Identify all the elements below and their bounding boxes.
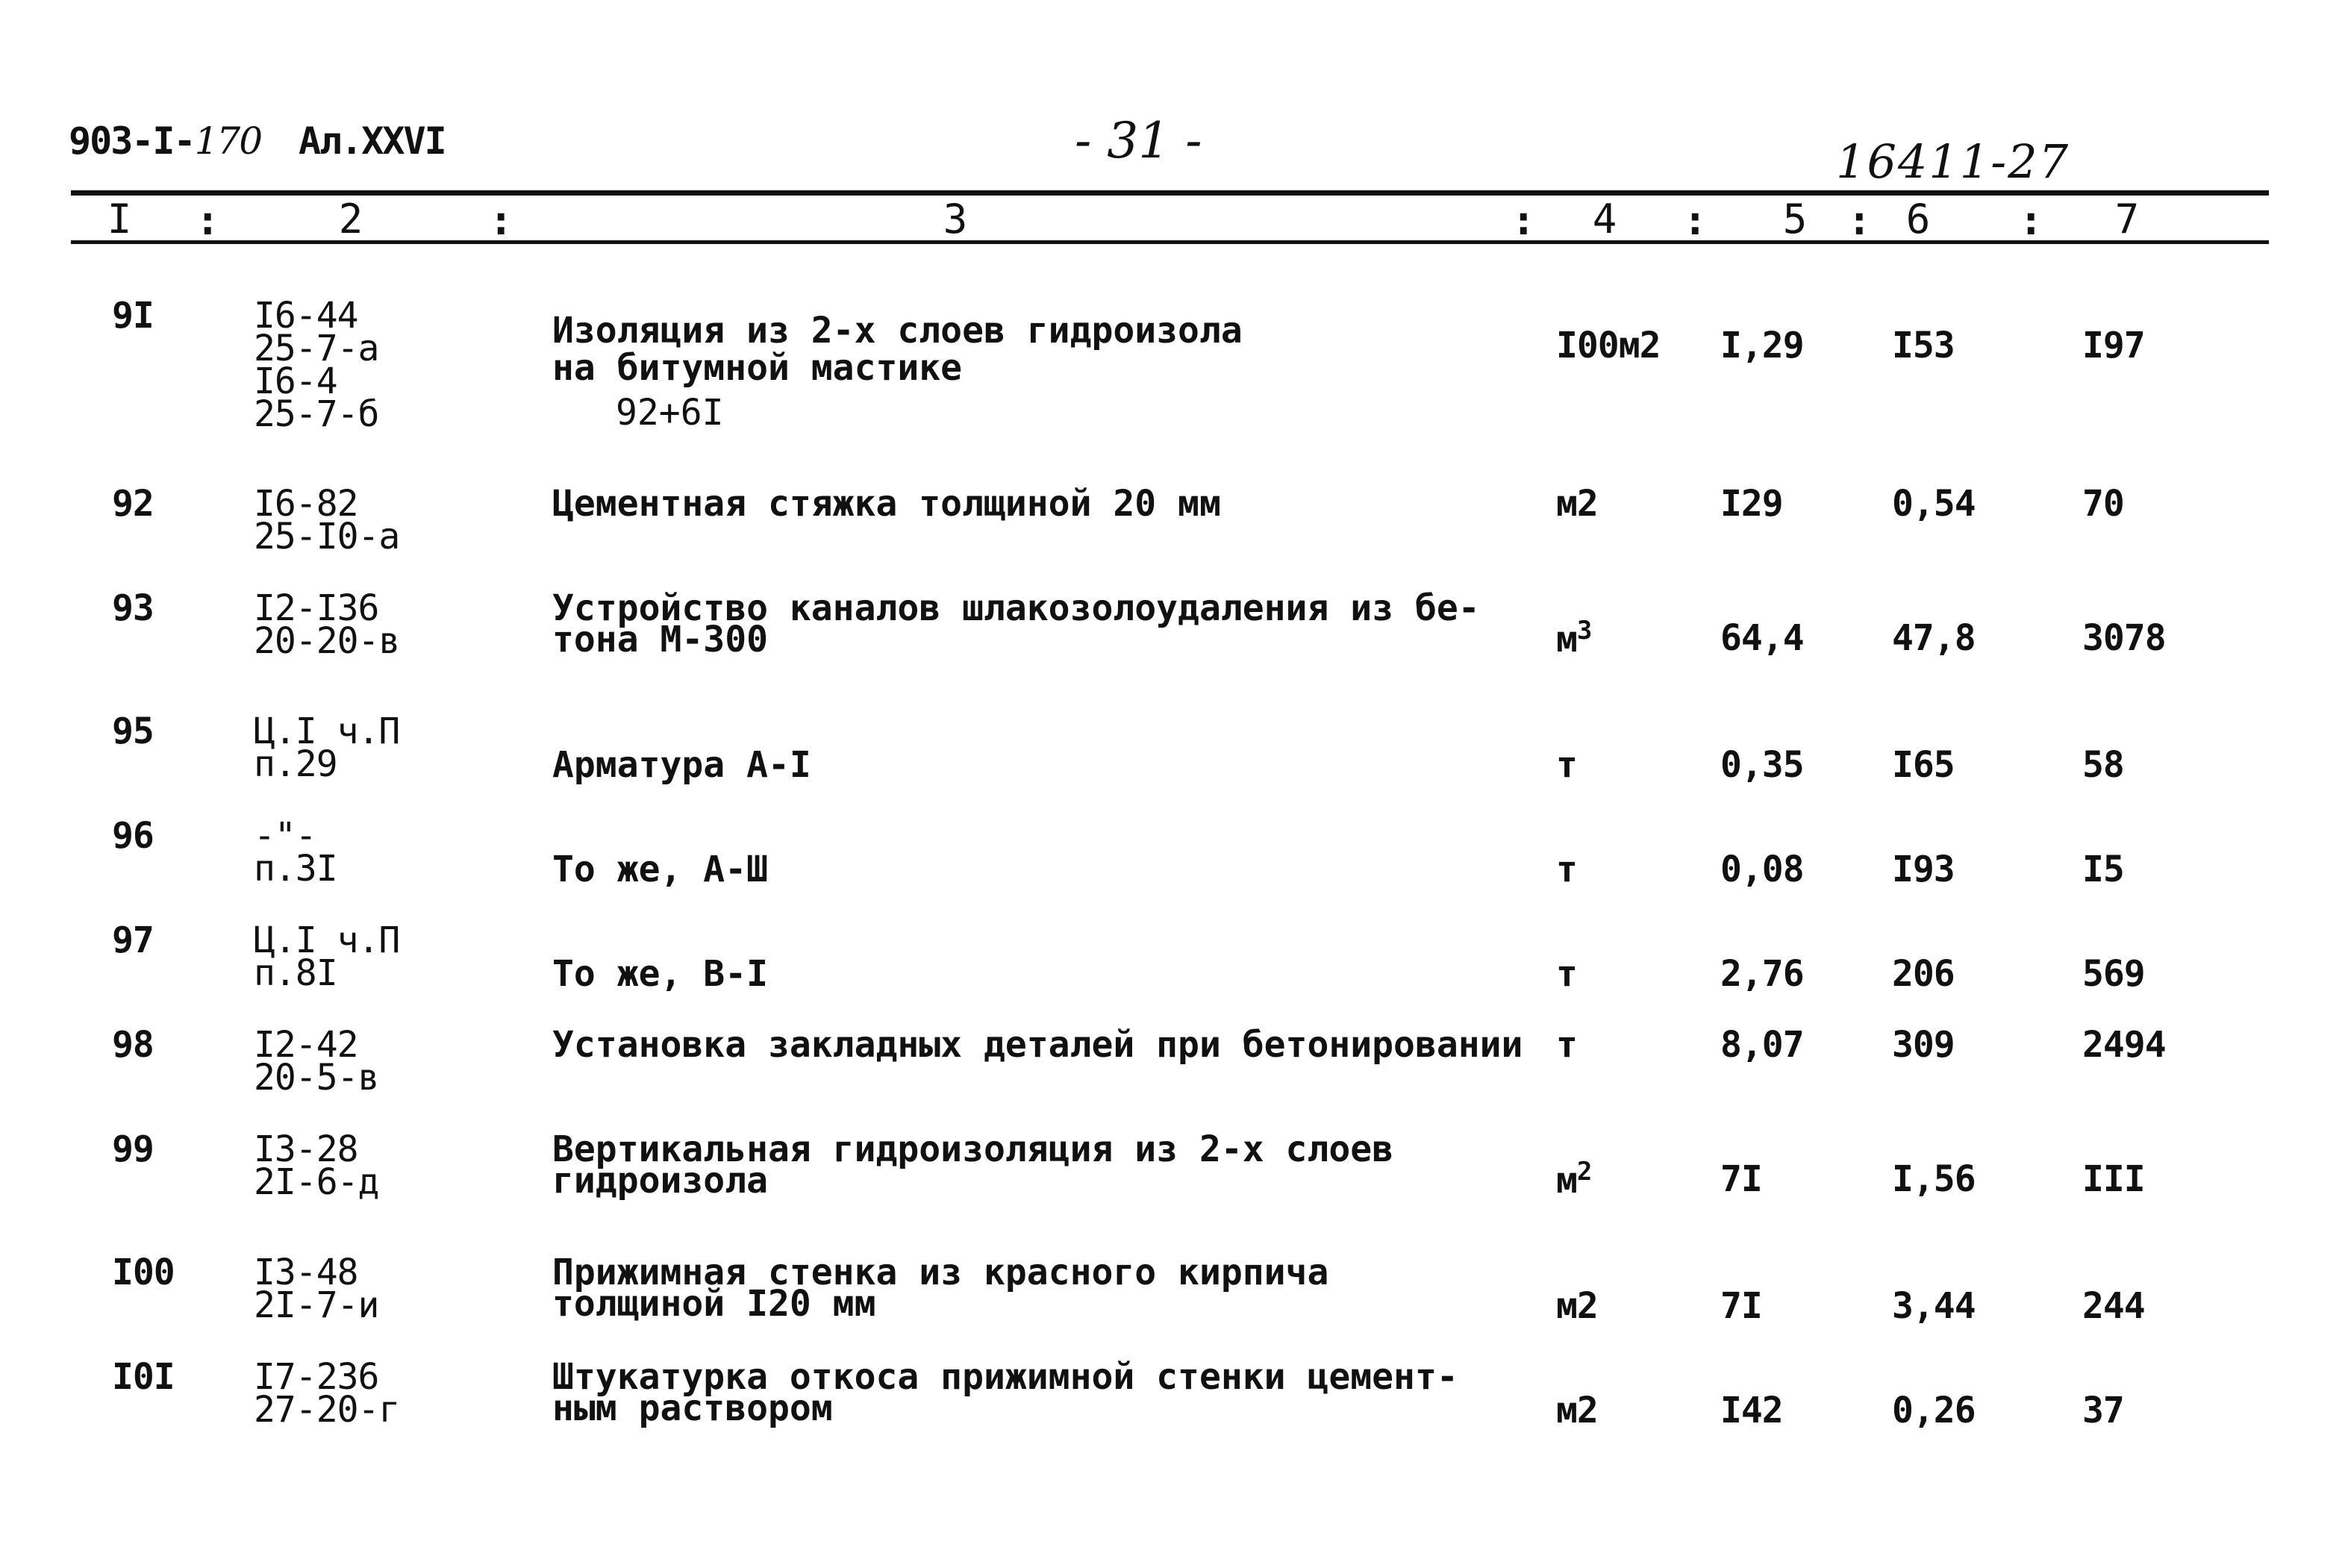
- row-codes: [254, 1024, 379, 1099]
- column-header-3: 3: [943, 196, 968, 243]
- column-separator: :: [489, 197, 513, 244]
- row-unit-price: 3,44: [1892, 1285, 1976, 1327]
- row-code: I3-48: [254, 1252, 358, 1293]
- row-description: [552, 1252, 1329, 1325]
- row-unit: м2: [1556, 1285, 1598, 1327]
- row-unit-price: I65: [1892, 744, 1955, 786]
- description-line: на битумной мастике: [552, 347, 963, 389]
- row-unit-price: 0,54: [1892, 483, 1976, 525]
- document-code-handwritten: 170: [194, 119, 262, 163]
- description-line: То же, А-Ш: [552, 849, 768, 890]
- row-codes: [254, 297, 378, 433]
- column-separator: :: [2019, 197, 2043, 244]
- row-quantity: 8,07: [1720, 1024, 1804, 1066]
- row-unit: I00м2: [1556, 325, 1661, 366]
- row-total: 2494: [2082, 1024, 2166, 1066]
- row-number: 9I: [112, 295, 154, 337]
- header-top-rule: [71, 190, 2269, 196]
- row-description: [552, 851, 768, 888]
- row-total: I5: [2082, 849, 2124, 890]
- column-header-1: I: [107, 196, 132, 243]
- description-line: То же, В-I: [552, 953, 768, 995]
- description-line: Арматура А-I: [552, 744, 811, 786]
- description-line: тона М-300: [552, 619, 768, 660]
- row-number: 96: [112, 815, 154, 857]
- row-unit: м2: [1556, 483, 1598, 525]
- row-codes: [254, 815, 337, 890]
- row-code: I3-28: [254, 1128, 358, 1170]
- row-quantity: 0,08: [1720, 849, 1804, 890]
- row-code: I2-I36: [254, 587, 379, 629]
- row-quantity: 2,76: [1720, 953, 1804, 995]
- row-code: 20-5-в: [254, 1057, 379, 1099]
- row-description: [552, 483, 1221, 525]
- description-formula: 92+6I: [616, 392, 724, 434]
- row-code: -"-: [254, 815, 316, 857]
- row-unit: т: [1556, 744, 1577, 786]
- document-code-prefix: 903-I-: [69, 119, 195, 163]
- row-unit-price: 0,26: [1892, 1390, 1976, 1431]
- row-total: 37: [2082, 1390, 2124, 1431]
- row-codes: [254, 710, 400, 785]
- row-total: 244: [2082, 1285, 2145, 1327]
- column-separator: :: [1511, 197, 1536, 244]
- column-header-4: 4: [1592, 196, 1617, 243]
- row-total: 70: [2082, 483, 2124, 525]
- description-line: Изоляция из 2-х слоев гидроизола: [552, 310, 1243, 352]
- row-code: 2I-7-и: [254, 1284, 379, 1326]
- row-unit: т: [1556, 849, 1577, 890]
- row-codes: [254, 1128, 379, 1203]
- description-line: Штукатурка откоса прижимной стенки цемент-: [552, 1356, 1458, 1398]
- row-code: I2-42: [254, 1024, 358, 1066]
- row-code: п.29: [254, 743, 337, 785]
- reference-number: 16411-27: [1836, 134, 2070, 189]
- column-separator: :: [1847, 197, 1872, 244]
- row-code: 27-20-г: [254, 1389, 400, 1431]
- row-number: I00: [112, 1252, 175, 1293]
- row-code: I6-82: [254, 483, 358, 525]
- row-total: 58: [2082, 744, 2124, 786]
- row-unit: м2: [1556, 1390, 1598, 1431]
- description-line: Установка закладных деталей при бетонировании: [552, 1024, 1523, 1066]
- row-codes: [254, 485, 399, 555]
- row-total: 569: [2082, 953, 2145, 995]
- column-separator: :: [1683, 197, 1708, 244]
- row-description: [552, 587, 1480, 660]
- description-line: гидроизола: [552, 1160, 768, 1202]
- row-description: [552, 310, 1243, 434]
- row-codes: [254, 1254, 378, 1324]
- column-separator: :: [196, 197, 220, 244]
- row-number: 93: [112, 587, 154, 629]
- column-header-5: 5: [1782, 196, 1808, 243]
- row-code: 25-7-а: [254, 328, 379, 369]
- row-code: Ц.I ч.П: [254, 710, 400, 752]
- description-line: Устройство каналов шлакозолоудаления из бе-: [552, 587, 1480, 629]
- row-unit: [1556, 612, 1591, 658]
- unit-base: м: [1556, 619, 1577, 660]
- row-number: I0I: [112, 1356, 175, 1398]
- row-number: 95: [112, 710, 154, 752]
- row-total: I97: [2082, 325, 2145, 366]
- column-header-7: 7: [2114, 196, 2140, 243]
- row-unit: т: [1556, 953, 1577, 995]
- row-quantity: I,29: [1720, 325, 1804, 366]
- row-code: п.8I: [254, 952, 337, 994]
- row-code: I7-236: [254, 1356, 379, 1398]
- row-description: [552, 1024, 1523, 1066]
- row-description: [552, 746, 811, 784]
- row-quantity: I42: [1720, 1390, 1783, 1431]
- row-code: 25-I0-а: [254, 516, 400, 557]
- row-unit-price: I53: [1892, 325, 1955, 366]
- row-unit-price: 206: [1892, 953, 1955, 995]
- row-codes: [254, 919, 400, 994]
- description-line: ным раствором: [552, 1387, 833, 1429]
- column-header-6: 6: [1905, 196, 1931, 243]
- description-line: Прижимная стенка из красного кирпича: [552, 1252, 1329, 1293]
- row-unit-price: 309: [1892, 1024, 1955, 1066]
- row-quantity: 0,35: [1720, 744, 1804, 786]
- row-unit-price: 47,8: [1892, 617, 1976, 659]
- page-number: - 31 -: [1075, 112, 1202, 169]
- row-number: 92: [112, 483, 154, 525]
- row-unit-price: I93: [1892, 849, 1955, 890]
- row-unit-price: I,56: [1892, 1158, 1976, 1200]
- row-code: 2I-6-д: [254, 1161, 379, 1203]
- row-code: I6-44: [254, 295, 358, 337]
- column-header-2: 2: [338, 196, 363, 243]
- row-quantity: I29: [1720, 483, 1783, 525]
- row-code: Ц.I ч.П: [254, 919, 400, 961]
- row-unit: [1556, 1153, 1592, 1202]
- row-unit: т: [1556, 1024, 1577, 1066]
- row-number: 97: [112, 919, 154, 961]
- unit-exponent: 3: [1576, 616, 1592, 646]
- row-quantity: 7I: [1720, 1158, 1762, 1200]
- row-quantity: 7I: [1720, 1285, 1762, 1327]
- description-line: Цементная стяжка толщиной 20 мм: [552, 483, 1221, 525]
- description-line: Вертикальная гидроизоляция из 2-х слоев: [552, 1128, 1394, 1170]
- row-code: 25-7-б: [254, 393, 379, 435]
- row-number: 99: [112, 1128, 154, 1170]
- document-code: [69, 119, 261, 163]
- row-description: [552, 955, 768, 993]
- row-total: 3078: [2082, 617, 2166, 659]
- row-number: 98: [112, 1024, 154, 1066]
- description-line: толщиной I20 мм: [552, 1283, 876, 1325]
- row-total: III: [2082, 1158, 2145, 1200]
- row-description: [552, 1128, 1394, 1202]
- row-code: I6-4: [254, 360, 337, 402]
- unit-base: м: [1556, 1160, 1577, 1202]
- row-description: [552, 1358, 1458, 1427]
- album-label: Ал.XXVI: [299, 119, 446, 163]
- row-codes: [254, 587, 400, 662]
- row-code: п.3I: [254, 848, 337, 890]
- row-code: 20-20-в: [254, 620, 400, 662]
- row-quantity: 64,4: [1720, 617, 1804, 659]
- unit-exponent: 2: [1576, 1157, 1592, 1187]
- row-codes: [254, 1356, 400, 1431]
